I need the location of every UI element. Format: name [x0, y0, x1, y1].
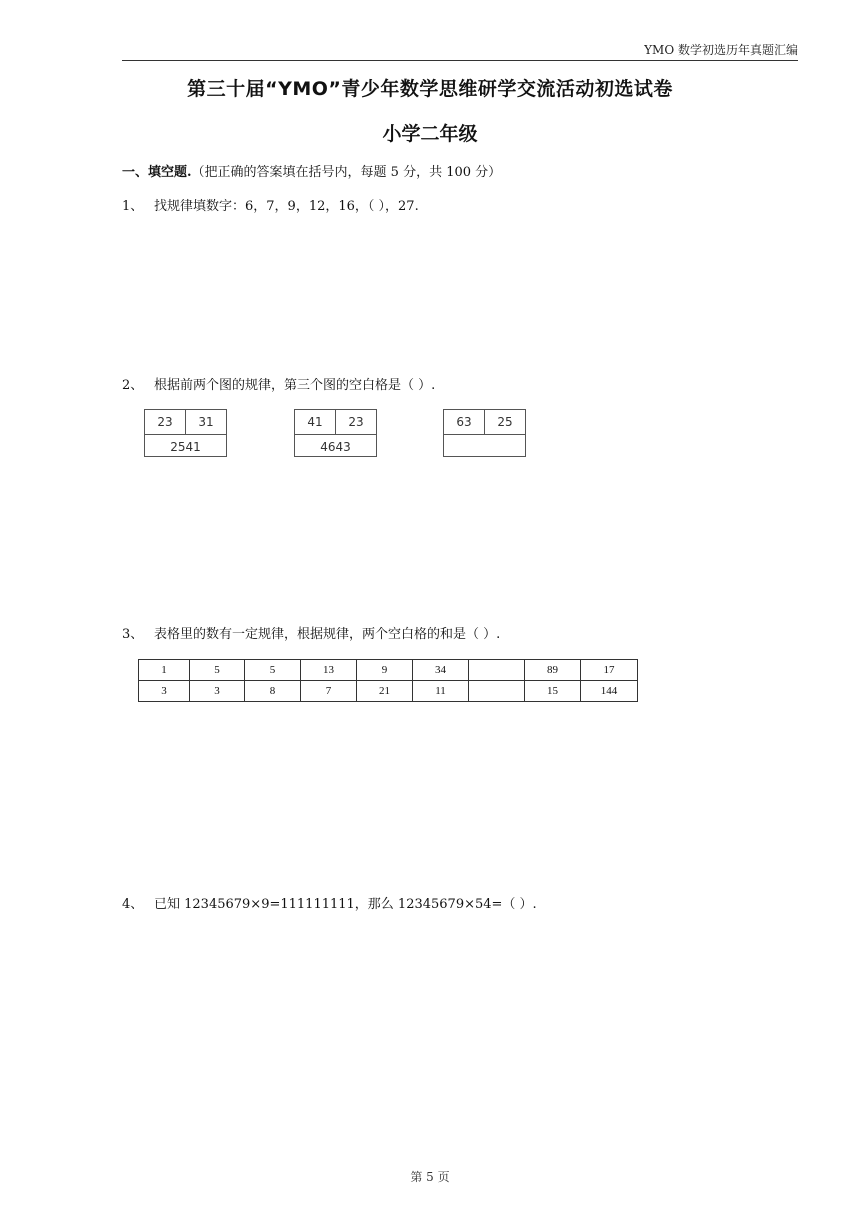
- table-cell: 13: [301, 660, 357, 681]
- table-cell: 9: [357, 660, 413, 681]
- exam-grade: 小学二年级: [382, 123, 478, 145]
- question-number: 2、: [122, 378, 144, 393]
- question-text: 根据前两个图的规律，第三个图的空白格是（ ）.: [154, 378, 436, 393]
- table-cell-blank: [469, 681, 525, 702]
- header-divider: [122, 60, 798, 61]
- table-cell: 34: [413, 660, 469, 681]
- table-cell: 7: [301, 681, 357, 702]
- table-row: [139, 660, 638, 681]
- table-row: [139, 681, 638, 702]
- figure-result: 4643: [320, 439, 351, 454]
- figure-cell: 25: [497, 415, 513, 429]
- figure-cell: 23: [145, 410, 186, 434]
- table-cell: 5: [245, 660, 301, 681]
- table-cell: 144: [581, 681, 638, 702]
- pattern-figure-2: [294, 409, 377, 457]
- table-cell: 1: [139, 660, 190, 681]
- figure-cell: 41: [295, 410, 336, 434]
- table-cell: 21: [357, 681, 413, 702]
- figure-cell: 31: [198, 415, 214, 429]
- section-note: （把正确的答案填在括号内，每题 5 分，共 100 分）: [191, 165, 502, 180]
- page-number: 第 5 页: [410, 1170, 450, 1184]
- section-title: 一、填空题.: [122, 165, 192, 180]
- question-number: 4、: [122, 897, 144, 912]
- question-2: [122, 374, 435, 393]
- table-cell: 3: [190, 681, 245, 702]
- question-4: [122, 893, 537, 912]
- table-cell: 8: [245, 681, 301, 702]
- figure-cell: 23: [348, 415, 364, 429]
- table-cell: 11: [413, 681, 469, 702]
- number-pattern-table: [138, 659, 638, 702]
- table-cell: 15: [525, 681, 581, 702]
- pattern-figure-1: [144, 409, 227, 457]
- question-1: [122, 195, 419, 214]
- pattern-figure-3: [443, 409, 526, 457]
- table-cell: 17: [581, 660, 638, 681]
- question-text: 表格里的数有一定规律，根据规律，两个空白格的和是（ ）.: [154, 627, 501, 642]
- question-3: [122, 623, 500, 642]
- exam-title: 第三十届“YMO”青少年数学思维研学交流活动初选试卷: [187, 78, 673, 100]
- table-cell: 3: [139, 681, 190, 702]
- running-header: YMO 数学初选历年真题汇编: [644, 43, 798, 57]
- question-number: 1、: [122, 199, 144, 214]
- table-cell: 5: [190, 660, 245, 681]
- question-number: 3、: [122, 627, 144, 642]
- question-text: 找规律填数字：6，7，9，12，16，（ ），27.: [154, 199, 419, 214]
- table-cell: 89: [525, 660, 581, 681]
- figure-cell: 63: [444, 410, 485, 434]
- question-text: 已知 12345679×9=111111111，那么 12345679×54=（ ）.: [154, 897, 537, 912]
- figure-result-blank: [444, 435, 525, 458]
- table-cell-blank: [469, 660, 525, 681]
- figure-result: 2541: [170, 439, 201, 454]
- section-heading: [122, 161, 501, 180]
